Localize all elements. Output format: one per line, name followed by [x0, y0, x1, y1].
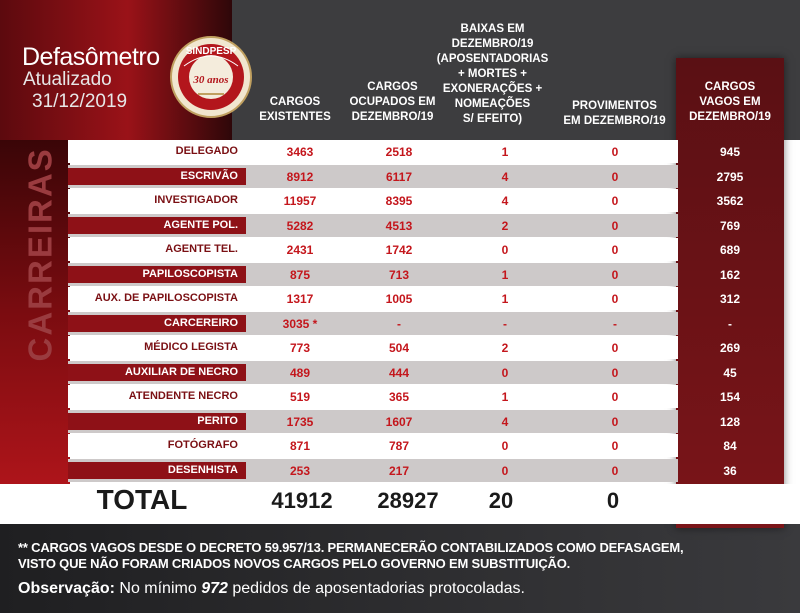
table-row: [68, 238, 678, 261]
cell-vagos: 128: [719, 415, 741, 429]
cell-baixas: 0: [501, 366, 509, 380]
header-line: EXONERAÇÕES +: [442, 83, 543, 95]
cell-baixas: 1: [501, 268, 509, 282]
table-row: [68, 385, 678, 408]
cell-provimentos: 0: [611, 145, 619, 159]
total-ocupados: 28927: [377, 488, 439, 513]
cell-provimentos: 0: [611, 464, 619, 478]
cell-existentes: 8912: [286, 170, 314, 184]
cell-ocupados: 504: [388, 341, 410, 355]
cell-baixas: 4: [501, 194, 509, 208]
observation-text-before: No mínimo: [114, 580, 202, 597]
observation: [18, 580, 525, 598]
table-row: [68, 165, 678, 188]
table-row: [68, 140, 678, 163]
career-label: MÉDICO LEGISTA: [144, 341, 238, 353]
careers-side-label: [22, 267, 62, 362]
cell-vagos: 2795: [716, 170, 744, 184]
cell-provimentos: 0: [611, 194, 619, 208]
cell-vagos: -: [728, 317, 732, 331]
observation-number: 972: [201, 580, 228, 597]
cell-vagos: 689: [719, 243, 741, 257]
page-title: Defasômetro: [22, 43, 160, 71]
cell-existentes: 489: [289, 366, 311, 380]
cell-existentes: 1317: [286, 292, 314, 306]
table-row: [68, 459, 678, 482]
cell-vagos: 84: [723, 439, 737, 453]
header-line: DEZEMBRO/19: [351, 111, 434, 123]
cell-vagos: 3562: [716, 194, 744, 208]
cell-existentes: 519: [289, 390, 311, 404]
cell-provimentos: 0: [611, 170, 619, 184]
header-line: EM DEZEMBRO/19: [563, 115, 666, 127]
cell-vagos: 36: [723, 464, 737, 478]
header-line: VAGOS EM: [699, 96, 761, 108]
cell-existentes: 3035 *: [282, 317, 318, 331]
cell-provimentos: 0: [611, 390, 619, 404]
cell-ocupados: 787: [388, 439, 410, 453]
total-existentes: 41912: [271, 488, 333, 513]
header-line: S/ EFEITO): [462, 113, 523, 125]
header-baixas: [425, 22, 560, 127]
career-label: CARCEREIRO: [68, 315, 246, 332]
career-label: ESCRIVÃO: [68, 168, 246, 185]
cell-baixas: 0: [501, 464, 509, 478]
table-row: [68, 287, 678, 310]
header-line: DEZEMBRO/19: [689, 111, 771, 123]
cell-ocupados: 365: [388, 390, 410, 404]
cell-existentes: 2431: [286, 243, 314, 257]
cell-provimentos: -: [613, 317, 617, 331]
cell-vagos: 154: [719, 390, 741, 404]
career-label: DELEGADO: [175, 145, 238, 157]
cell-ocupados: 1005: [385, 292, 413, 306]
cell-baixas: 1: [501, 292, 509, 306]
cell-ocupados: -: [397, 317, 401, 331]
table-row: [68, 189, 678, 212]
cell-provimentos: 0: [611, 243, 619, 257]
cell-ocupados: 6117: [385, 170, 413, 184]
cell-baixas: 2: [501, 341, 509, 355]
cell-vagos: 769: [719, 219, 741, 233]
cell-ocupados: 4513: [385, 219, 413, 233]
cell-baixas: -: [503, 317, 507, 331]
header-provimentos: [557, 99, 672, 129]
total-provimentos: 0: [606, 488, 620, 513]
career-label: INVESTIGADOR: [154, 194, 238, 206]
cell-existentes: 5282: [286, 219, 314, 233]
cell-vagos: 269: [719, 341, 741, 355]
observation-label: Observação:: [18, 580, 115, 597]
seal-years: 30 anos: [193, 74, 229, 86]
header-cargos-vagos: [684, 80, 776, 125]
cell-baixas: 0: [501, 243, 509, 257]
updated-label: Atualizado: [23, 69, 112, 90]
cell-ocupados: 1742: [385, 243, 413, 257]
cell-baixas: 2: [501, 219, 509, 233]
cell-vagos: 312: [719, 292, 741, 306]
header-line: CARGOS: [269, 96, 321, 108]
career-label: DESENHISTA: [68, 462, 246, 479]
header-cargos-existentes: [255, 95, 335, 125]
cell-existentes: 1735: [286, 415, 314, 429]
career-label: AGENTE POL.: [68, 217, 246, 234]
table-row: [68, 214, 678, 237]
header-line: NOMEAÇÕES: [454, 98, 531, 110]
cell-existentes: 871: [289, 439, 311, 453]
footnote-line-2: VISTO QUE NÃO FORAM CRIADOS NOVOS CARGOS PELO GOVERNO EM SUBSTITUIÇÃO.: [18, 556, 571, 571]
cell-existentes: 253: [289, 464, 311, 478]
career-label: FOTÓGRAFO: [167, 439, 238, 451]
table-row: [68, 336, 678, 359]
total-baixas: 20: [488, 488, 514, 513]
cell-vagos: 45: [723, 366, 737, 380]
career-label: ATENDENTE NECRO: [128, 390, 238, 402]
cell-baixas: 1: [501, 390, 509, 404]
total-label: TOTAL: [96, 484, 188, 515]
cell-existentes: 11957: [283, 194, 317, 208]
cell-existentes: 875: [289, 268, 311, 282]
cell-provimentos: 0: [611, 366, 619, 380]
career-label: AUXILIAR DE NECRO: [68, 364, 246, 381]
cell-ocupados: 8395: [385, 194, 413, 208]
cell-provimentos: 0: [611, 219, 619, 233]
sindpesp-logo: [170, 36, 252, 118]
observation-text-after: pedidos de aposentadorias protocoladas.: [227, 580, 525, 597]
cell-provimentos: 0: [611, 341, 619, 355]
career-label: AUX. DE PAPILOSCOPISTA: [94, 292, 238, 304]
cell-ocupados: 1607: [385, 415, 413, 429]
cell-baixas: 0: [501, 439, 509, 453]
table-row: [68, 361, 678, 384]
cell-existentes: 773: [289, 341, 311, 355]
cell-provimentos: 0: [611, 415, 619, 429]
header-line: EXISTENTES: [259, 111, 331, 123]
header-line: PROVIMENTOS: [572, 100, 657, 112]
career-label: PAPILOSCOPISTA: [68, 266, 246, 283]
cell-provimentos: 0: [611, 439, 619, 453]
cell-ocupados: 713: [388, 268, 410, 282]
seal-name: SINDPESP: [185, 46, 237, 57]
total-vagos: 12985: [699, 488, 761, 513]
cell-provimentos: 0: [611, 268, 619, 282]
cell-vagos: 162: [719, 268, 741, 282]
table-row: [68, 312, 678, 335]
cell-ocupados: 444: [388, 366, 410, 380]
updated-date: 31/12/2019: [32, 91, 128, 112]
header-line: BAIXAS EM DEZEMBRO/19: [451, 23, 534, 50]
header-line: + MORTES +: [457, 68, 528, 80]
career-label: PERITO: [68, 413, 246, 430]
cell-ocupados: 217: [388, 464, 410, 478]
cell-ocupados: 2518: [385, 145, 413, 159]
header-line: CARGOS: [367, 81, 418, 93]
table-row: [68, 263, 678, 286]
cell-existentes: 3463: [286, 145, 314, 159]
career-label: AGENTE TEL.: [165, 243, 238, 255]
header-line: (APOSENTADORIAS: [436, 53, 549, 65]
cell-baixas: 4: [501, 415, 509, 429]
header-line: CARGOS: [704, 81, 756, 93]
cell-baixas: 4: [501, 170, 509, 184]
cell-provimentos: 0: [611, 292, 619, 306]
cell-vagos: 945: [719, 145, 741, 159]
cell-baixas: 1: [501, 145, 509, 159]
header-line: OCUPADOS EM: [349, 96, 436, 108]
table-row: [68, 410, 678, 433]
table-row: [68, 434, 678, 457]
footnote-line-1: ** CARGOS VAGOS DESDE O DECRETO 59.957/13. PERMANECERÃO CONTABILIZADOS COMO DEFASAGEM,: [18, 540, 684, 555]
